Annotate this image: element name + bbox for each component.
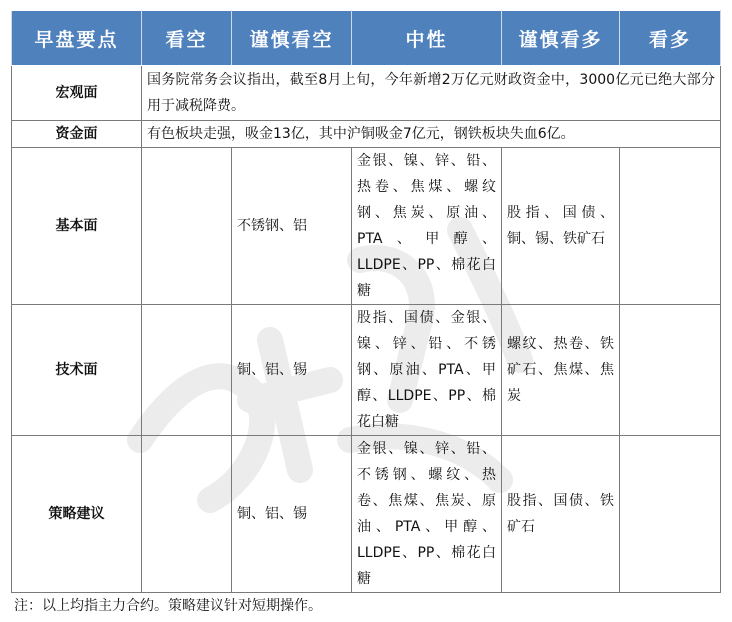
fundamentals-bearish [142, 148, 232, 305]
strategy-bearish [142, 436, 232, 593]
row-label-strategy: 策略建议 [12, 436, 142, 593]
macro-row [12, 66, 721, 121]
header-bearish: 看空 [142, 11, 232, 66]
fundamentals-cautious-bearish: 不锈钢、铝 [232, 148, 352, 305]
header-bullish: 看多 [620, 11, 721, 66]
strategy-row [12, 436, 721, 593]
fundamentals-bullish [620, 148, 721, 305]
header-cautious-bearish: 谨慎看空 [232, 11, 352, 66]
header-cautious-bullish: 谨慎看多 [502, 11, 620, 66]
macro-text: 国务院常务会议指出，截至8月上旬，今年新增2万亿元财政资金中，3000亿元已绝大部分用于减税降费。 [142, 66, 721, 121]
technical-cautious-bearish: 铜、铝、锡 [232, 305, 352, 436]
strategy-bullish [620, 436, 721, 593]
technical-bearish [142, 305, 232, 436]
row-label-fund: 资金面 [12, 121, 142, 148]
fundamentals-row [12, 148, 721, 305]
strategy-cautious-bullish: 股指、国债、铁矿石 [502, 436, 620, 593]
row-label-macro: 宏观面 [12, 66, 142, 121]
header-morning-points: 早盘要点 [12, 11, 142, 66]
header-neutral: 中性 [352, 11, 502, 66]
technical-row [12, 305, 721, 436]
fund-row [12, 121, 721, 148]
strategy-neutral: 金银、镍、锌、铅、不锈钢、螺纹、热卷、焦煤、焦炭、原油、PTA、甲醇、LLDPE、PP、棉花白糖 [352, 436, 502, 593]
technical-cautious-bullish: 螺纹、热卷、铁矿石、焦煤、焦炭 [502, 305, 620, 436]
header-row [12, 11, 721, 66]
morning-brief-table [11, 10, 721, 593]
fundamentals-neutral: 金银、镍、锌、铅、热卷、焦煤、螺纹钢、焦炭、原油、PTA、甲醇、LLDPE、PP、棉花白糖 [352, 148, 502, 305]
fund-text: 有色板块走强，吸金13亿，其中沪铜吸金7亿元，钢铁板块失血6亿。 [142, 121, 721, 148]
row-label-technical: 技术面 [12, 305, 142, 436]
technical-neutral: 股指、国债、金银、镍、锌、铅、不锈钢、原油、PTA、甲醇、LLDPE、PP、棉花白糖 [352, 305, 502, 436]
strategy-cautious-bearish: 铜、铝、锡 [232, 436, 352, 593]
footnote: 注：以上均指主力合约。策略建议针对短期操作。 [14, 598, 322, 614]
row-label-fundamentals: 基本面 [12, 148, 142, 305]
technical-bullish [620, 305, 721, 436]
fundamentals-cautious-bullish: 股指、国债、铜、锡、铁矿石 [502, 148, 620, 305]
